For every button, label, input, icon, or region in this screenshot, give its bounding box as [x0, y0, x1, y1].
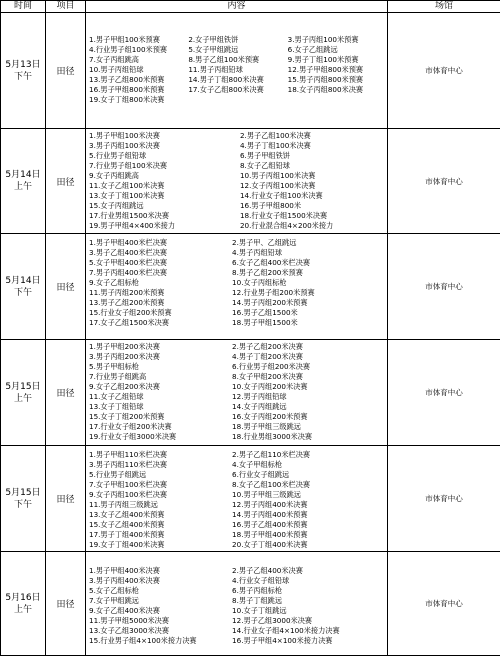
event-entry: 6.女子乙组跳远	[288, 45, 387, 55]
event-line	[89, 248, 387, 258]
event-list	[89, 13, 387, 105]
event-line	[89, 268, 387, 278]
event-line	[89, 211, 387, 221]
event-entry: 6.男子丙组标枪	[232, 586, 387, 596]
event-entry: 10.女子丁组跳远	[232, 606, 387, 616]
session-content	[86, 13, 388, 129]
event-entry: 4.男子丁组100米决赛	[240, 141, 387, 151]
header-item: 项目	[46, 1, 86, 13]
event-entry: 13.男子乙组800米预赛	[89, 75, 188, 85]
event-entry: 5.行业男子组跳远	[89, 470, 232, 480]
session-date: 5月13日	[1, 59, 45, 71]
event-line	[89, 596, 387, 606]
event-list	[89, 340, 387, 442]
session-venue: 市体育中心	[388, 129, 500, 234]
event-entry: 18.男子甲组三级跳远	[232, 422, 387, 432]
event-entry: 12.男子甲组800米预赛	[288, 65, 387, 75]
event-line	[89, 540, 387, 550]
event-entry: 3.男子丙组110米栏决赛	[89, 460, 232, 470]
event-entry: 12.男子丙组400米决赛	[232, 500, 387, 510]
event-entry: 18.行业男组3000米决赛	[232, 432, 387, 442]
event-entry: 6.女子乙组400米栏决赛	[232, 258, 387, 268]
session-content	[86, 446, 388, 552]
event-line	[89, 530, 387, 540]
session-content	[86, 340, 388, 446]
event-entry: 3.男子丙组100米决赛	[89, 141, 240, 151]
event-line	[89, 352, 387, 362]
event-entry: 1.男子甲组110米栏决赛	[89, 450, 232, 460]
event-line	[89, 636, 387, 646]
event-entry: 10.男子甲组三级跳远	[232, 490, 387, 500]
session-venue: 市体育中心	[388, 13, 500, 129]
session-period: 下午	[1, 287, 45, 299]
event-line	[89, 201, 387, 211]
event-entry: 7.女子甲组跳远	[89, 596, 232, 606]
event-line	[89, 221, 387, 231]
event-entry: 9.女子乙组400米决赛	[89, 606, 232, 616]
event-entry: 16.男子甲组800米预赛	[89, 85, 188, 95]
event-line	[89, 402, 387, 412]
event-entry: 1.男子甲组100米决赛	[89, 131, 240, 141]
event-entry: 20.女子丁组400米决赛	[232, 540, 387, 550]
event-line	[89, 181, 387, 191]
event-entry: 5.男子甲组标枪	[89, 362, 232, 372]
event-line	[89, 308, 387, 318]
session-venue: 市体育中心	[388, 340, 500, 446]
event-entry: 18.男子甲组400米预赛	[232, 530, 387, 540]
event-entry: 5.女子甲组400米栏决赛	[89, 258, 232, 268]
session-row	[1, 234, 500, 340]
event-line	[89, 500, 387, 510]
session-venue: 市体育中心	[388, 446, 500, 552]
event-entry: 2.男子乙组400米决赛	[232, 566, 387, 576]
event-line	[89, 151, 387, 161]
event-entry: 18.女子丙组800米决赛	[288, 85, 387, 95]
event-entry: 8.女子甲组200米决赛	[232, 372, 387, 382]
event-line	[89, 342, 387, 352]
event-entry: 15.女子丁组200米预赛	[89, 412, 232, 422]
event-entry: 1.男子甲组100米预赛	[89, 35, 188, 45]
event-entry: 5.女子甲组跳远	[188, 45, 287, 55]
event-entry: 17.行业男组1500米决赛	[89, 211, 240, 221]
event-entry: 5.女子乙组标枪	[89, 586, 232, 596]
session-row	[1, 446, 500, 552]
event-entry: 16.男子乙组1500米	[232, 308, 387, 318]
event-line	[89, 238, 387, 248]
event-entry: 19.女子丁组400米决赛	[89, 540, 232, 550]
session-date: 5月14日	[1, 275, 45, 287]
session-content	[86, 129, 388, 234]
event-line	[89, 278, 387, 288]
event-entry: 8.男子丁组跳远	[232, 596, 387, 606]
event-entry: 12.男子丙组铅球	[232, 392, 387, 402]
event-entry: 1.男子甲组400米决赛	[89, 566, 232, 576]
event-entry: 14.男子丙组400米预赛	[232, 510, 387, 520]
event-entry: 11.男子丙组三级跳远	[89, 500, 232, 510]
event-line	[89, 576, 387, 586]
event-entry: 9.女子丙组100米栏决赛	[89, 490, 232, 500]
event-entry: 8.女子乙组100米栏决赛	[232, 480, 387, 490]
event-line	[89, 372, 387, 382]
event-entry: 13.女子丁组铅球	[89, 402, 232, 412]
session-period: 下午	[1, 71, 45, 83]
event-entry: 13.男子乙组200米预赛	[89, 298, 232, 308]
event-entry: 4.男子丁组200米决赛	[232, 352, 387, 362]
event-entry: 6.行业女子组跳远	[232, 470, 387, 480]
event-entry: 10.女子丙组标枪	[232, 278, 387, 288]
event-line	[89, 191, 387, 201]
event-entry: 17.行业女子组200米决赛	[89, 422, 232, 432]
header-row	[1, 1, 500, 13]
event-entry: 13.女子乙组3000米决赛	[89, 626, 232, 636]
session-row	[1, 13, 500, 129]
event-list	[89, 234, 387, 328]
event-line	[89, 510, 387, 520]
event-entry: 9.女子乙组200米决赛	[89, 382, 232, 392]
event-entry: 18.行业女子组1500米决赛	[240, 211, 387, 221]
event-list	[89, 552, 387, 646]
event-entry: 3.男子丙组400米决赛	[89, 576, 232, 586]
event-entry: 16.男子甲组4×100米接力决赛	[232, 636, 387, 646]
event-entry: 9.女子丙组跳高	[89, 171, 240, 181]
event-entry: 2.男子甲、乙组跳远	[232, 238, 387, 248]
session-time	[1, 552, 46, 656]
event-line	[89, 288, 387, 298]
event-line	[89, 45, 387, 55]
event-entry: 14.女子丙组跳远	[232, 402, 387, 412]
session-time	[1, 13, 46, 129]
event-line	[89, 490, 387, 500]
event-entry: 15.女子乙组400米预赛	[89, 520, 232, 530]
session-content	[86, 234, 388, 340]
event-list	[89, 446, 387, 550]
event-entry: 17.女子乙组800米决赛	[188, 85, 287, 95]
event-line	[89, 35, 387, 45]
event-entry: 16.女子丙组200米预赛	[232, 412, 387, 422]
event-entry: 1.男子甲组400米栏决赛	[89, 238, 232, 248]
event-entry: 6.行业男子组200米决赛	[232, 362, 387, 372]
header-content: 内容	[86, 1, 388, 13]
event-entry: 7.女子甲组100米栏决赛	[89, 480, 232, 490]
event-entry: 4.行业男子组100米预赛	[89, 45, 188, 55]
event-line	[89, 480, 387, 490]
event-entry: 12.女子丙组100米决赛	[240, 181, 387, 191]
event-entry: 2.男子乙组200米决赛	[232, 342, 387, 352]
event-line	[89, 382, 387, 392]
session-item: 田径	[46, 340, 86, 446]
event-entry: 2.女子甲组铁饼	[188, 35, 287, 45]
event-entry: 9.女子乙组标枪	[89, 278, 232, 288]
event-line	[89, 586, 387, 596]
event-entry: 14.行业女子组100米决赛	[240, 191, 387, 201]
session-content	[86, 552, 388, 656]
event-entry: 6.男子甲组铁饼	[240, 151, 387, 161]
header-time: 时间	[1, 1, 46, 13]
event-entry: 11.女子乙组铅球	[89, 392, 232, 402]
event-entry: 18.男子甲组1500米	[232, 318, 387, 328]
event-line	[89, 65, 387, 75]
session-time	[1, 129, 46, 234]
event-line	[89, 566, 387, 576]
session-period: 下午	[1, 499, 45, 511]
event-line	[89, 520, 387, 530]
event-entry: 3.男子丙组100米预赛	[288, 35, 387, 45]
event-entry: 11.男子丙组200米预赛	[89, 288, 232, 298]
session-venue: 市体育中心	[388, 234, 500, 340]
event-line	[89, 75, 387, 85]
event-line	[89, 258, 387, 268]
event-line	[89, 55, 387, 65]
session-item: 田径	[46, 129, 86, 234]
event-entry: 7.行业男子组跳高	[89, 372, 232, 382]
event-entry: 17.女子乙组1500米决赛	[89, 318, 232, 328]
event-line	[89, 161, 387, 171]
event-line	[89, 298, 387, 308]
event-line	[89, 131, 387, 141]
session-period: 上午	[1, 393, 45, 405]
event-entry: 2.男子乙组100米决赛	[240, 131, 387, 141]
session-time	[1, 234, 46, 340]
header-venue: 场馆	[388, 1, 500, 13]
session-venue: 市体育中心	[388, 552, 500, 656]
session-date: 5月16日	[1, 592, 45, 604]
event-line	[89, 95, 387, 105]
event-entry: 10.男子丙组100米决赛	[240, 171, 387, 181]
event-line	[89, 85, 387, 95]
event-entry: 11.男子丙组铅球	[188, 65, 287, 75]
event-line	[89, 392, 387, 402]
event-entry: 10.女子丙组200米决赛	[232, 382, 387, 392]
session-date: 5月14日	[1, 169, 45, 181]
event-entry: 5.行业男子组铅球	[89, 151, 240, 161]
event-line	[89, 626, 387, 636]
session-period: 上午	[1, 181, 45, 193]
session-time	[1, 446, 46, 552]
event-list	[89, 129, 387, 231]
event-line	[89, 432, 387, 442]
event-entry: 7.男子丙组400米栏决赛	[89, 268, 232, 278]
session-item: 田径	[46, 13, 86, 129]
event-entry: 7.行业男子组100米决赛	[89, 161, 240, 171]
event-entry: 12.男子乙组3000米决赛	[232, 616, 387, 626]
event-entry: 10.男子丙组铅球	[89, 65, 188, 75]
session-item: 田径	[46, 234, 86, 340]
session-date: 5月15日	[1, 487, 45, 499]
event-entry: 13.女子乙组400米预赛	[89, 510, 232, 520]
event-entry: 3.男子丙组200米决赛	[89, 352, 232, 362]
event-entry: 19.女子丁组800米决赛	[89, 95, 189, 105]
event-entry: 4.女子甲组标枪	[232, 460, 387, 470]
event-entry: 7.女子丙组跳高	[89, 55, 188, 65]
session-date: 5月15日	[1, 381, 45, 393]
event-entry: 15.男子丙组800米预赛	[288, 75, 387, 85]
event-entry: 15.行业男子组4×100米接力决赛	[89, 636, 232, 646]
event-entry: 20.行业混合组4×200米接力	[240, 221, 387, 231]
event-entry: 12.行业男子组200米预赛	[232, 288, 387, 298]
event-entry: 3.男子乙组400米栏决赛	[89, 248, 232, 258]
event-entry: 14.行业女子组4×100米接力决赛	[232, 626, 387, 636]
event-entry: 17.男子丁组400米预赛	[89, 530, 232, 540]
event-entry: 19.行业女子组3000米决赛	[89, 432, 232, 442]
event-line	[89, 171, 387, 181]
event-entry: 16.男子甲组800米	[240, 201, 387, 211]
event-entry: 11.男子甲组5000米决赛	[89, 616, 232, 626]
event-line	[89, 470, 387, 480]
session-row	[1, 129, 500, 234]
event-line	[89, 460, 387, 470]
session-row	[1, 552, 500, 656]
event-entry: 4.男子丙组铅球	[232, 248, 387, 258]
event-line	[89, 616, 387, 626]
event-entry: 8.男子乙组100米预赛	[188, 55, 287, 65]
event-entry: 13.女子丁组100米决赛	[89, 191, 240, 201]
event-entry: 1.男子甲组200米决赛	[89, 342, 232, 352]
event-entry: 8.男子乙组200米预赛	[232, 268, 387, 278]
event-entry: 8.女子乙组铅球	[240, 161, 387, 171]
event-line	[89, 318, 387, 328]
event-line	[89, 412, 387, 422]
event-entry: 2.男子乙组110米栏决赛	[232, 450, 387, 460]
event-entry: 9.男子丁组100米预赛	[288, 55, 387, 65]
event-entry: 4.行业女子组铅球	[232, 576, 387, 586]
event-entry: 16.男子乙组400米预赛	[232, 520, 387, 530]
event-entry: 19.男子甲组4×400米接力	[89, 221, 240, 231]
session-item: 田径	[46, 552, 86, 656]
session-time	[1, 340, 46, 446]
session-period: 上午	[1, 604, 45, 616]
session-item: 田径	[46, 446, 86, 552]
event-entry: 15.行业女子组200米预赛	[89, 308, 232, 318]
event-line	[89, 362, 387, 372]
event-line	[89, 606, 387, 616]
event-line	[89, 422, 387, 432]
event-line	[89, 450, 387, 460]
session-row	[1, 340, 500, 446]
event-entry: 11.女子乙组100米决赛	[89, 181, 240, 191]
event-entry: 15.女子丙组跳远	[89, 201, 240, 211]
event-entry: 14.男子丙组200米预赛	[232, 298, 387, 308]
event-line	[89, 141, 387, 151]
event-entry: 14.男子丁组800米决赛	[188, 75, 287, 85]
